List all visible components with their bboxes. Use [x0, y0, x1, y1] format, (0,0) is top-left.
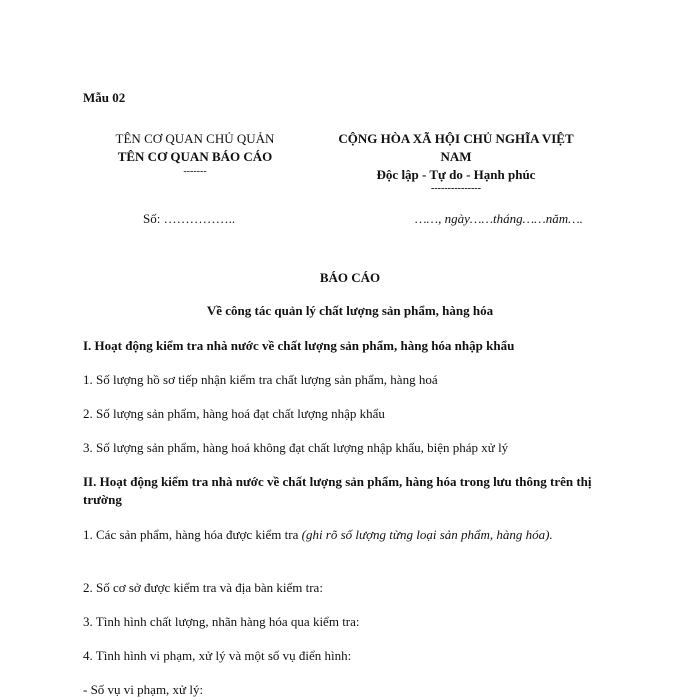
header-left-divider: -------: [183, 166, 207, 177]
header-right: [316, 130, 596, 194]
section-2-subitem: - Số vụ vi phạm, xử lý:: [83, 682, 204, 697]
document-number: Số: ……………..: [143, 211, 236, 226]
national-title: CỘNG HÒA XÃ HỘI CHỦ NGHĨA VIỆT: [338, 131, 574, 146]
section-2-item-4: 4. Tình hình vi phạm, xử lý và một số vụ điển hình:: [83, 648, 352, 663]
document-date: ……, ngày……tháng……năm….: [415, 211, 583, 226]
section-1-item-1: 1. Số lượng hồ sơ tiếp nhận kiểm tra chất lượng sản phẩm, hàng hoá: [83, 372, 438, 387]
section-2-item-3: 3. Tình hình chất lượng, nhãn hàng hóa qua kiểm tra:: [83, 614, 360, 629]
section-1-heading: I. Hoạt động kiểm tra nhà nước về chất lượng sản phẩm, hàng hóa nhập khẩu: [83, 338, 515, 353]
section-2-item-1-text: 1. Các sản phẩm, hàng hóa được kiểm tra: [83, 527, 299, 542]
form-label: Mẫu 02: [83, 90, 126, 105]
document-title: BÁO CÁO: [319, 270, 381, 285]
agency-parent-name: TÊN CƠ QUAN CHỦ QUẢN: [115, 131, 275, 146]
document-subtitle: Về công tác quản lý chất lượng sản phẩm, hàng hóa: [206, 303, 494, 318]
header-right-divider: ---------------: [431, 183, 481, 194]
section-2-item-1-note: (ghi rõ số lượng từng loại sản phẩm, hàng hóa).: [301, 527, 553, 542]
national-title-cont: NAM: [440, 149, 472, 164]
agency-reporting-name: TÊN CƠ QUAN BÁO CÁO: [117, 149, 273, 164]
section-1-item-2: 2. Số lượng sản phẩm, hàng hoá đạt chất lượng nhập khẩu: [83, 406, 385, 421]
national-motto: Độc lập - Tự do - Hạnh phúc: [376, 167, 536, 182]
section-1-item-3: 3. Số lượng sản phẩm, hàng hoá không đạt chất lượng nhập khẩu, biện pháp xử lý: [83, 440, 509, 455]
section-2-item-2: 2. Số cơ sở được kiểm tra và địa bàn kiểm tra:: [83, 580, 323, 595]
header-left: [95, 130, 295, 178]
section-2-item-1: [83, 526, 603, 544]
section-2-heading: II. Hoạt động kiểm tra nhà nước về chất lượng sản phẩm, hàng hóa trong lưu thông trên thị trường: [83, 474, 592, 507]
